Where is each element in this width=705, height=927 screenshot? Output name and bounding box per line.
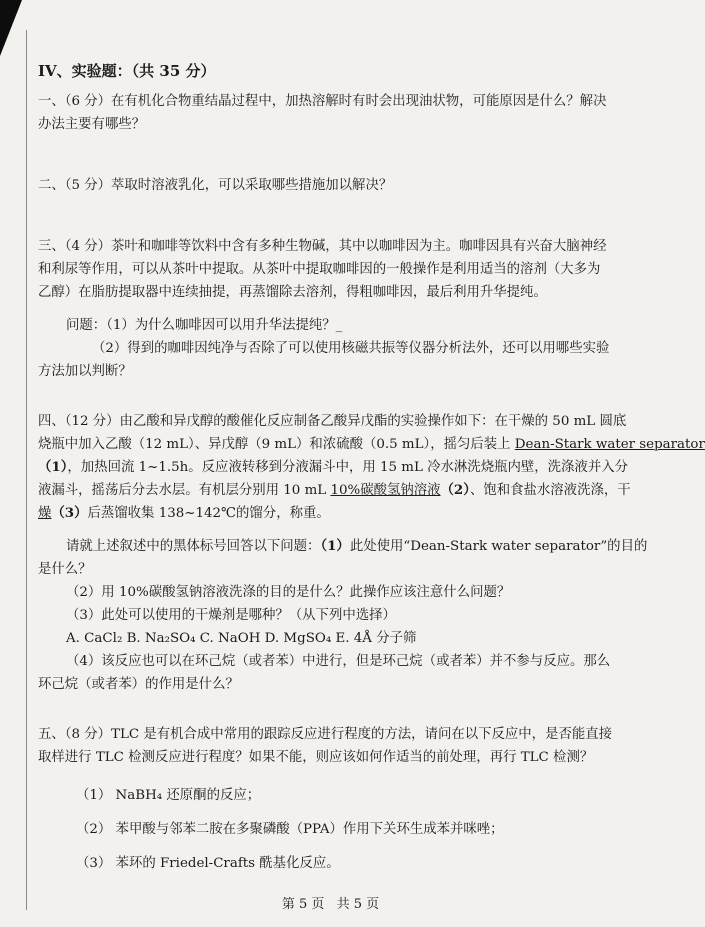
bold-marker-3: （3）	[51, 505, 88, 521]
dry-underlined: 燥	[38, 506, 52, 521]
question-4-line-1: 四、（12 分）由乙酸和异戊醇的酸催化反应制备乙酸异戊酯的实验操作如下：在干燥的 50 mL 圆底	[38, 414, 627, 429]
question-4-options: A. CaCl₂ B. Na₂SO₄ C. NaOH D. MgSO₄ E. 4Å 分子筛	[66, 631, 417, 646]
question-4-sub-2: （2）用 10%碳酸氢钠溶液洗涤的目的是什么？此操作应该注意什么问题？	[66, 585, 511, 600]
question-5-item-3: （3） 苯环的 Friedel-Crafts 酰基化反应。	[76, 856, 340, 871]
q4-text: ，加热回流 1~1.5h。反应液转移到分液漏斗中，用 15 mL 冷水淋洗烧瓶内壁，洗涤液并入分	[67, 460, 628, 475]
question-1-line-2: 办法主要有哪些？	[38, 117, 146, 132]
question-4-sub-4: （4）该反应也可以在环己烷（或者苯）中进行，但是环己烷（或者苯）并不参与反应。那么	[66, 654, 611, 669]
dean-stark-underlined: Dean-Stark water separator	[514, 437, 705, 452]
section-title: IV、实验题：（共 35 分）	[38, 62, 216, 80]
question-4-sub-3: （3）此处可以使用的干燥剂是哪种？（从下列中选择）	[66, 608, 396, 623]
question-4-sub-4-cont: 环己烷（或者苯）的作用是什么？	[38, 677, 239, 692]
q4-text: 烧瓶中加入乙酸（12 mL）、异戊醇（9 mL）和浓硫酸（0.5 mL），摇匀后装上	[38, 437, 515, 452]
spacer	[38, 525, 698, 535]
page-number: 第 5 页	[281, 897, 325, 912]
question-1-line-1: 一、（6 分）在有机化合物重结晶过程中，加热溶解时有时会出现油状物，可能原因是什么？解决	[38, 94, 607, 109]
question-3-sub-2: （2）得到的咖啡因纯净与否除了可以使用核磁共振等仪器分析法外，还可以用哪些实验	[92, 341, 610, 356]
question-4-prompt	[38, 535, 698, 558]
spacer	[38, 304, 698, 314]
question-3-sub-1: 问题：（1）为什么咖啡因可以用升华法提纯？_	[66, 318, 343, 333]
question-5-item-1: （1） NaBH₄ 还原酮的反应；	[76, 788, 261, 803]
spacer	[38, 197, 698, 235]
q4-text: 液漏斗，摇荡后分去水层。有机层分别用 10 mL	[38, 483, 331, 498]
question-3-line-2: 和利尿等作用，可以从茶叶中提取。从茶叶中提取咖啡因的一般操作是利用适当的溶剂（大多为	[38, 262, 601, 277]
page-margin-rule	[26, 30, 27, 910]
scan-corner-shadow	[0, 0, 22, 56]
question-5-line-2: 取样进行 TLC 检测反应进行程度？如果不能，则应该如何作适当的前处理，再行 TLC 检测？	[38, 750, 594, 765]
q4-text: 此处使用“Dean-Stark water separator”的目的	[349, 539, 648, 554]
question-4-line-5	[38, 502, 698, 525]
page-footer	[0, 893, 661, 912]
question-3-sub-2-cont: 方法加以判断？	[38, 364, 132, 379]
bold-marker-2: （2）	[440, 482, 470, 498]
question-4-line-4	[38, 479, 698, 502]
spacer	[38, 769, 698, 779]
question-3-line-1: 三、（4 分）茶叶和咖啡等饮料中含有多种生物碱，其中以咖啡因为主。咖啡因具有兴奋大脑神经	[38, 239, 607, 254]
bold-marker-1: （1）	[320, 538, 350, 554]
question-4-prompt-cont: 是什么？	[38, 562, 92, 577]
spacer	[38, 136, 698, 174]
q4-text: 请就上述叙述中的黑体标号回答以下问题：	[66, 539, 321, 554]
bicarbonate-underlined: 10%碳酸氢钠溶液	[330, 483, 441, 498]
spacer	[38, 383, 698, 410]
question-4-line-3	[38, 456, 698, 479]
exam-page-content	[38, 60, 705, 881]
page-total: 共 5 页	[336, 897, 380, 912]
question-4-line-2	[38, 433, 705, 456]
question-3-line-3: 乙醇）在脂肪提取器中连续抽提，再蒸馏除去溶剂，得粗咖啡因，最后利用升华提纯。	[38, 285, 547, 300]
q4-text: 、饱和食盐水溶液洗涤，干	[469, 483, 631, 498]
bold-marker-1: （1）	[38, 459, 68, 475]
question-2: 二、（5 分）萃取时溶液乳化，可以采取哪些措施加以解决？	[38, 178, 393, 193]
spacer	[38, 696, 698, 723]
q4-text: 后蒸馏收集 138~142℃的馏分，称重。	[87, 506, 330, 521]
question-5-item-2: （2） 苯甲酸与邻苯二胺在多聚磷酸（PPA）作用下关环生成苯并咪唑；	[76, 822, 504, 837]
question-5-line-1: 五、（8 分）TLC 是有机合成中常用的跟踪反应进行程度的方法，请问在以下反应中，是否能直接	[38, 727, 613, 742]
